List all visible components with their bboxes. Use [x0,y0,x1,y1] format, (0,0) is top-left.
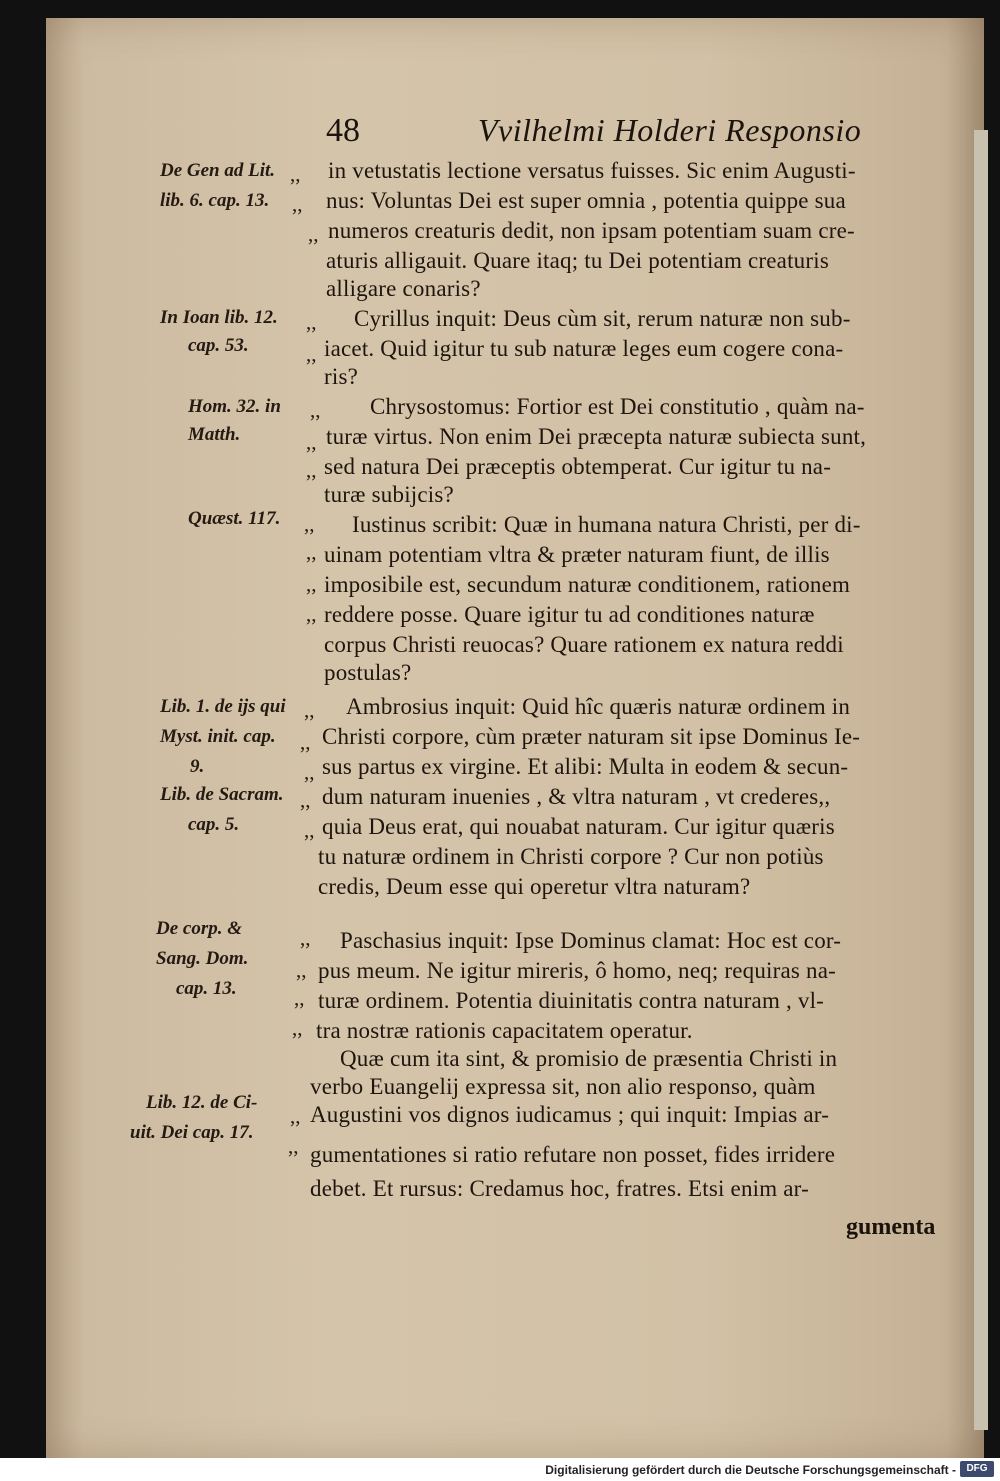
text-line: turæ virtus. Non enim Dei præcepta naturæ subiecta sunt, [326,424,867,449]
quote-mark: ,, [304,760,315,784]
quote-mark: ,, [292,192,303,216]
margin-note: Lib. 12. de Ci- [146,1092,258,1113]
margin-note: Hom. 32. in [188,396,281,417]
quote-mark: ,, [300,926,311,950]
margin-note: Sang. Dom. [156,948,249,969]
margin-note: lib. 6. cap. 13. [160,190,270,211]
margin-note: uit. Dei cap. 17. [130,1122,254,1143]
quote-mark: ,, [306,342,317,366]
text-line: numeros creaturis dedit, non ipsam potentiam suam cre- [328,218,855,243]
text-line: tu naturæ ordinem in Christi corpore ? Cur non potiùs [318,844,824,869]
text-line: iacet. Quid igitur tu sub naturæ leges eum cogere cona- [324,336,844,361]
margin-note: Myst. init. cap. [160,726,276,747]
text-line: nus: Voluntas Dei est super omnia , potentia quippe sua [326,188,846,213]
text-line: Iustinus scribit: Quæ in humana natura Christi, per di- [352,512,861,537]
text-line: Quæ cum ita sint, & promisio de præsentia Christi in [340,1046,838,1071]
text-line: postulas? [324,660,412,685]
text-line: Augustini vos dignos iudicamus ; qui inquit: Impias ar- [310,1102,830,1127]
quote-mark: ,, [304,698,315,722]
text-line: imposibile est, secundum naturæ conditionem, rationem [324,572,851,597]
text-line: sus partus ex virgine. Et alibi: Multa in eodem & secun- [322,754,849,779]
quote-mark: ,, [300,788,311,812]
text-line: in vetustatis lectione versatus fuisses. Sic enim Augusti- [328,158,856,183]
dfg-logo: DFG [960,1461,994,1477]
text-line: Chrysostomus: Fortior est Dei constitutio , quàm na- [370,394,865,419]
margin-note: Matth. [188,424,241,445]
quote-mark: ,, [306,430,317,454]
margin-note: De Gen ad Lit. [160,160,276,181]
text-line: Cyrillus inquit: Deus cùm sit, rerum naturæ non sub- [354,306,851,331]
text-line: credis, Deum esse qui operetur vltra naturam? [318,874,751,899]
running-title: Vvilhelmi Holderi Responsio [478,112,862,148]
text-line: quia Deus erat, qui nouabat naturam. Cur igitur quæris [322,814,835,839]
quote-mark: ,, [310,398,321,422]
text-line: Paschasius inquit: Ipse Dominus clamat: Hoc est cor- [340,928,842,953]
text-line: sed natura Dei præceptis obtemperat. Cur igitur tu na- [324,454,832,479]
text-line: corpus Christi reuocas? Quare rationem ex natura reddi [324,632,844,657]
text-line: turæ subijcis? [324,482,454,507]
margin-note: In Ioan lib. 12. [160,307,278,328]
margin-note: cap. 5. [188,814,240,835]
quote-mark: ,, [300,730,311,754]
margin-note: cap. 53. [188,335,249,356]
text-line: uinam potentiam vltra & præter naturam fiunt, de illis [324,542,830,567]
footer-credit: Digitalisierung gefördert durch die Deutsche Forschungsgemeinschaft - [545,1463,956,1477]
text-line: alligare conaris? [326,276,481,301]
text-line: pus meum. Ne igitur mireris, ô homo, neq; requiras na- [318,958,836,983]
quote-mark: ,, [288,1134,299,1158]
quote-mark: ,, [306,458,317,482]
text-line: reddere posse. Quare igitur tu ad conditiones naturæ [324,602,815,627]
text-line: verbo Euangelij expressa sit, non alio responso, quàm [310,1074,816,1099]
margin-note: De corp. & [156,918,243,939]
margin-note: Lib. 1. de ijs qui [160,696,286,717]
text-line: dum naturam inuenies , & vltra naturam , vt crederes,, [322,784,831,809]
quote-mark: ,, [306,310,317,334]
margin-note: Lib. de Sacram. [160,784,284,805]
page-number: 48 [326,112,360,149]
quote-mark: ,, [304,818,315,842]
text-line: Ambrosius inquit: Quid hîc quæris naturæ ordinem in [346,694,851,719]
quote-mark: ,, [290,162,301,186]
page-edge-strip [974,130,988,1430]
quote-mark: ,, [308,222,319,246]
text-line: debet. Et rursus: Credamus hoc, fratres. Etsi enim ar- [310,1176,809,1201]
margin-note: 9. [190,756,205,777]
quote-mark: ,, [290,1104,301,1128]
quote-mark: ,, [306,572,317,596]
quote-mark: ,, [306,602,317,626]
quote-mark: ,, [294,986,305,1010]
text-line: Christi corpore, cùm præter naturam sit ipse Dominus Ie- [322,724,861,749]
quote-mark: ,, [296,958,307,982]
text-line: tra nostræ rationis capacitatem operatur. [316,1018,693,1043]
text-line: ris? [324,364,359,389]
text-line: aturis alligauit. Quare itaq; tu Dei potentiam creaturis [326,248,829,273]
quote-mark: ,, [292,1016,303,1040]
text-line: gumentationes si ratio refutare non posset, fides irridere [310,1142,836,1167]
text-line: turæ ordinem. Potentia diuinitatis contra naturam , vl- [318,988,825,1013]
margin-note: cap. 13. [176,978,237,999]
quote-mark: ,, [304,512,315,536]
catchword: gumenta [846,1214,936,1240]
margin-note: Quæst. 117. [188,508,281,529]
quote-mark: ,, [306,540,317,564]
